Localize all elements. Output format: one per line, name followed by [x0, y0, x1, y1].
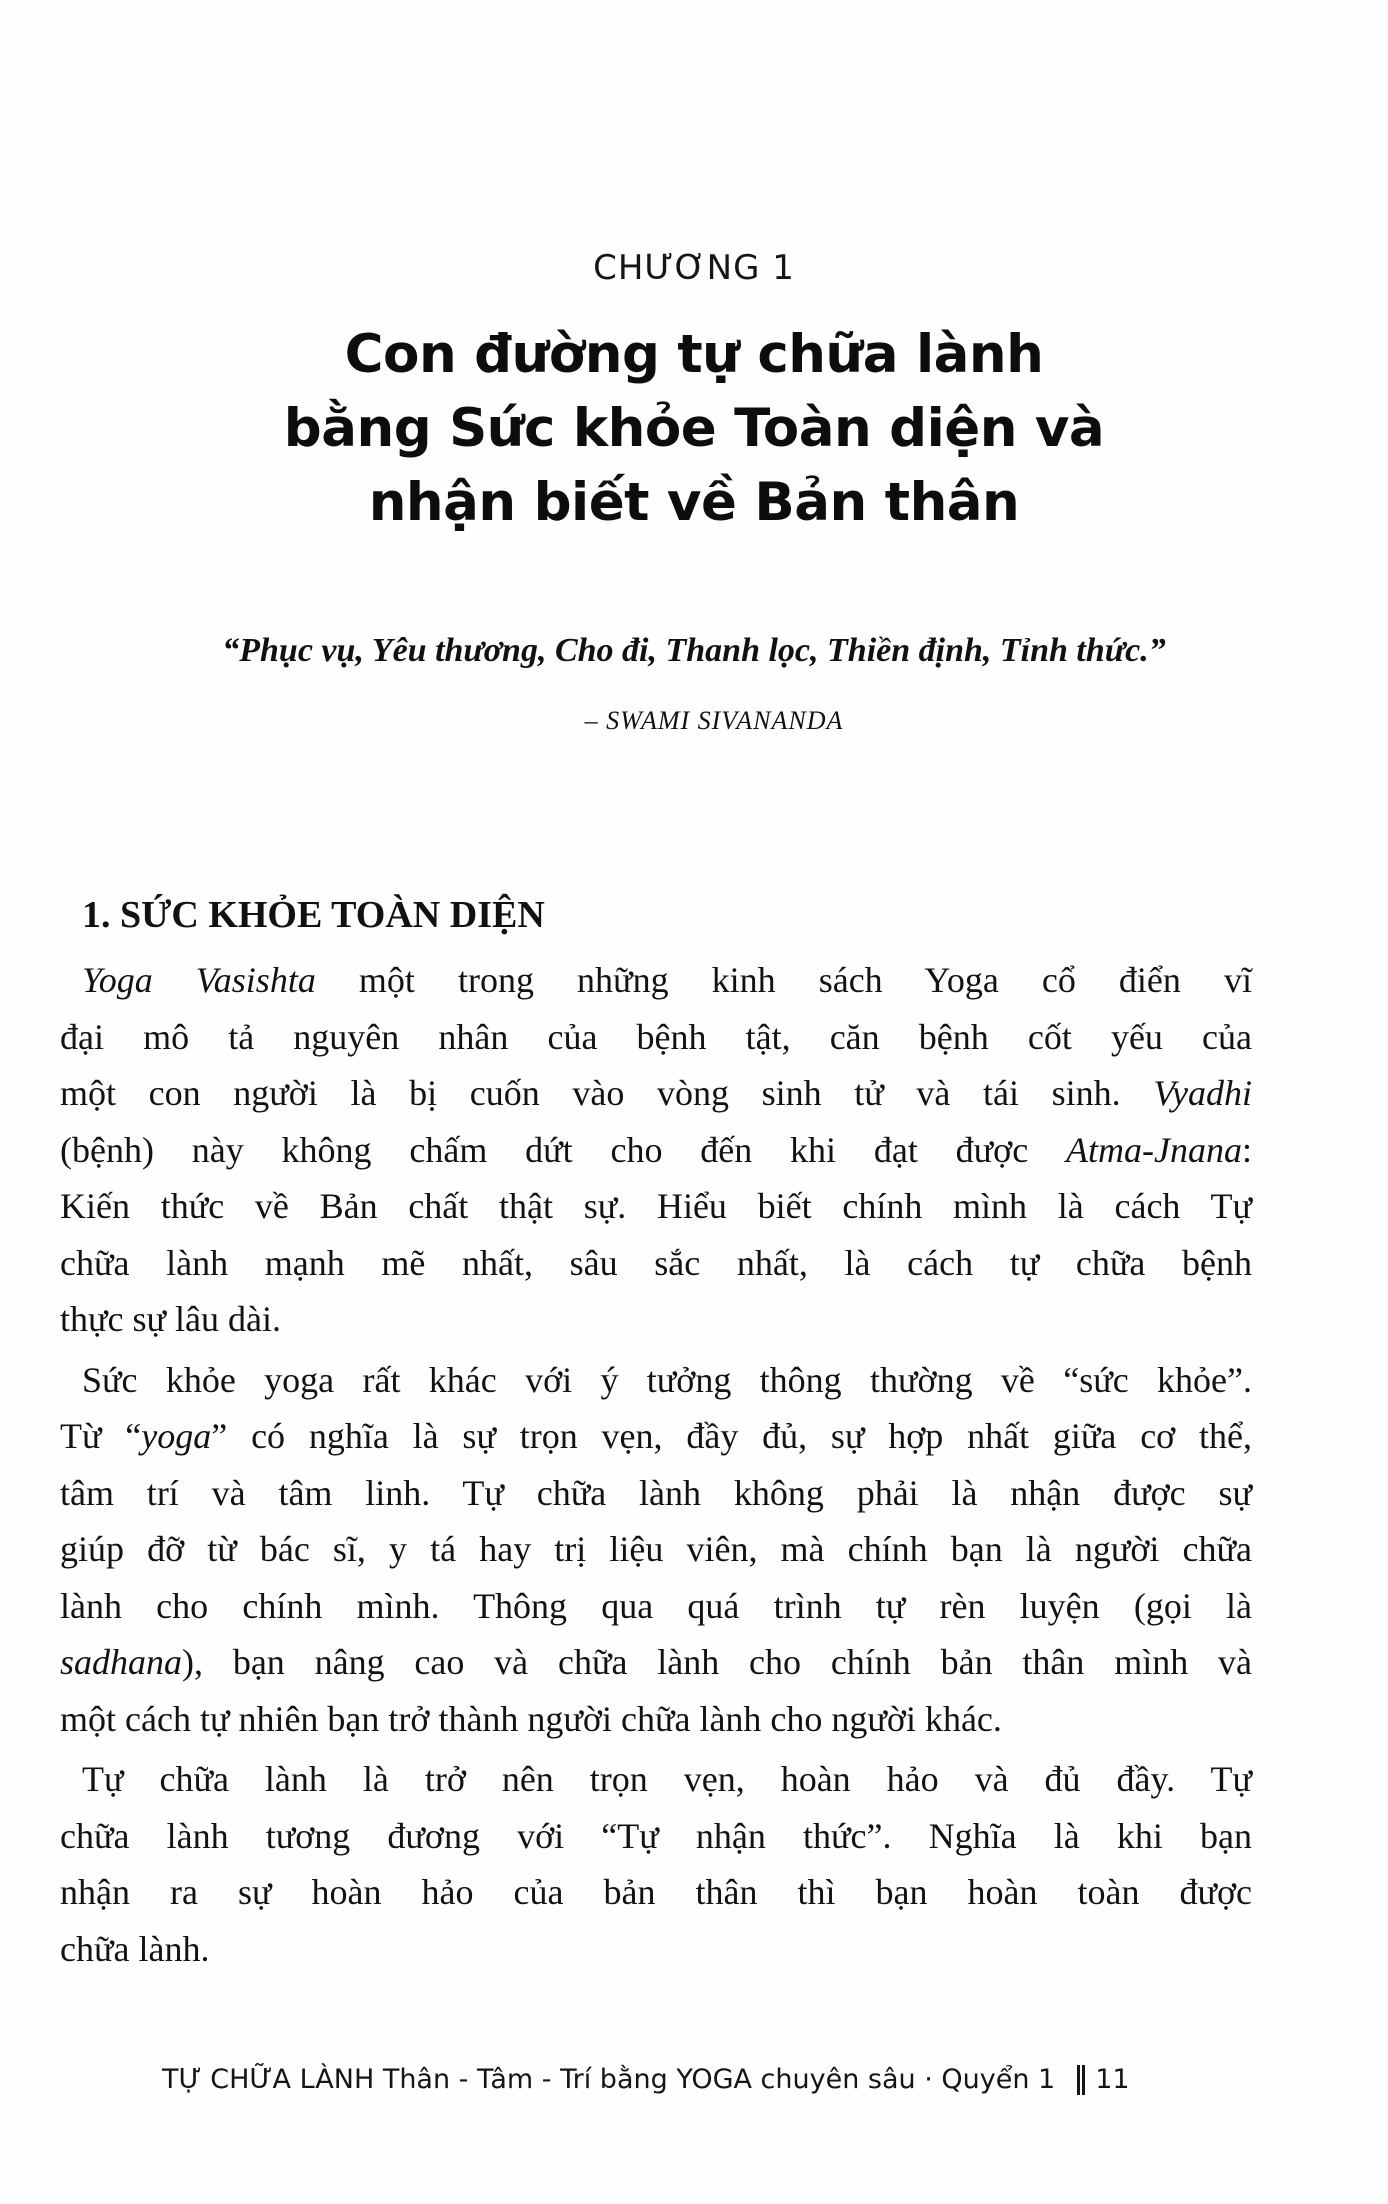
text-line [60, 1122, 1252, 1179]
text-line [60, 1009, 1252, 1066]
epigraph-author: – SWAMI SIVANANDA [584, 706, 844, 735]
italic-term: yoga [141, 1416, 212, 1456]
text-run: chữa lành mạnh mẽ nhất, sâu sắc nhất, là cách tự chữa bệnh [60, 1242, 1252, 1283]
text-run: Sức khỏe yoga rất khác với ý tưởng thông thường về “sức khỏe”. [82, 1359, 1252, 1400]
text-line [60, 1235, 1252, 1292]
text-run: lành cho chính mình. Thông qua quá trình tự rèn luyện (gọi là [60, 1585, 1252, 1626]
text-line [60, 1578, 1252, 1635]
text-line [60, 1521, 1252, 1578]
epigraph-quote: “Phục vụ, Yêu thương, Cho đi, Thanh lọc, Thiền định, Tỉnh thức.” [222, 632, 1166, 669]
text-line [60, 1178, 1252, 1235]
chapter-label: CHƯƠNG 1 [593, 248, 795, 288]
body-text [60, 952, 1252, 1977]
italic-term: Vyadhi [1153, 1073, 1252, 1113]
text-line [60, 1291, 1252, 1348]
text-run: Kiến thức về Bản chất thật sự. Hiểu biết chính mình là cách Tự [60, 1186, 1252, 1226]
text-line [60, 1864, 1252, 1921]
text-run: giúp đỡ từ bác sĩ, y tá hay trị liệu viên, mà chính bạn là người chữa [60, 1529, 1252, 1569]
text-run: tâm trí và tâm linh. Tự chữa lành không phải là nhận được sự [60, 1472, 1252, 1513]
text-line [60, 1352, 1252, 1409]
running-title: TỰ CHỮA LÀNH Thân - Tâm - Trí bằng YOGA chuyên sâu · Quyển 1 [162, 2064, 1056, 2095]
italic-term: sadhana [60, 1642, 183, 1682]
text-line [60, 1751, 1252, 1808]
text-run: nhận ra sự hoàn hảo của bản thân thì bạn hoàn toàn được [60, 1872, 1252, 1912]
italic-term: Atma-Jnana [1066, 1129, 1242, 1170]
text-run: (bệnh) này không chấm dứt cho đến khi đạt được [60, 1129, 1067, 1170]
text-line [60, 952, 1252, 1009]
text-line [60, 1808, 1252, 1865]
text-run: Từ “ [60, 1416, 142, 1456]
double-bar-separator-icon [1077, 2065, 1085, 2095]
italic-term: Yoga Vasishta [82, 960, 316, 1000]
text-run: chữa lành tương đương với “Tự nhận thức”. Nghĩa là khi bạn [60, 1815, 1252, 1856]
text-run: đại mô tả nguyên nhân của bệnh tật, căn bệnh cốt yếu của [60, 1016, 1252, 1057]
section-heading: 1. SỨC KHỎE TOÀN DIỆN [82, 894, 545, 936]
running-footer [162, 2064, 1262, 2095]
text-run: : [1241, 1129, 1252, 1170]
text-line [60, 1634, 1252, 1691]
text-line [60, 1065, 1252, 1122]
text-line [60, 1465, 1252, 1522]
paragraph [60, 952, 1252, 1348]
text-run: Tự chữa lành là trở nên trọn vẹn, hoàn hảo và đủ đầy. Tự [82, 1759, 1252, 1799]
chapter-title-line: Con đường tự chữa lành [344, 324, 1044, 385]
page-number: 11 [1095, 2064, 1130, 2095]
text-run: một trong những kinh sách Yoga cổ điển vĩ [315, 960, 1252, 1000]
text-run: một cách tự nhiên bạn trở thành người chữa lành cho người khác. [60, 1698, 1002, 1739]
text-run: ), bạn nâng cao và chữa lành cho chính bản thân mình và [182, 1642, 1252, 1682]
text-line [60, 1408, 1252, 1465]
chapter-title-line: nhận biết về Bản thân [368, 472, 1020, 533]
chapter-title-line: bằng Sức khỏe Toàn diện và [283, 398, 1105, 459]
text-run: một con người là bị cuốn vào vòng sinh tử và tái sinh. [60, 1073, 1154, 1113]
paragraph [60, 1751, 1252, 1977]
text-run: chữa lành. [60, 1928, 210, 1969]
paragraph [60, 1352, 1252, 1748]
text-run: ” có nghĩa là sự trọn vẹn, đầy đủ, sự hợp nhất giữa cơ thể, [211, 1416, 1252, 1456]
text-run: thực sự lâu dài. [60, 1299, 281, 1339]
text-line [60, 1921, 1252, 1978]
chapter-title [0, 318, 1388, 540]
text-line [60, 1691, 1252, 1748]
